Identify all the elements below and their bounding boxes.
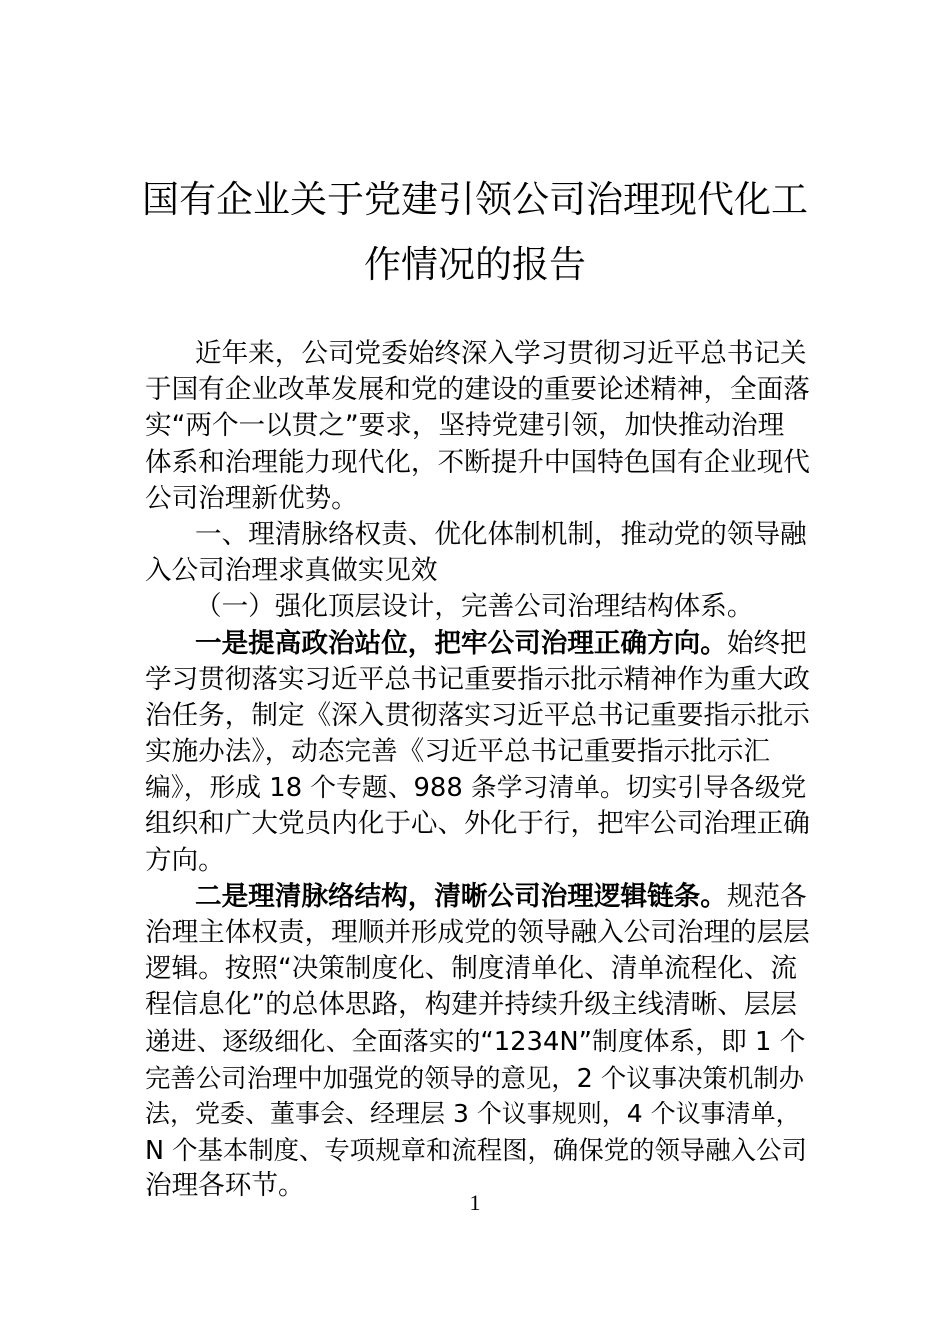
paragraph-intro-line: 公司治理新优势。	[145, 482, 358, 514]
paragraph-point-one-line: 治任务，制定《深入贯彻落实习近平总书记重要指示批示	[145, 699, 810, 731]
paragraph-intro-line: 近年来，公司党委始终深入学习贯彻习近平总书记关	[195, 338, 807, 369]
paragraph-point-one-line	[145, 626, 810, 662]
point-one-text: 始终把	[726, 627, 807, 659]
paragraph-point-two-line: 治理主体权责，理顺并形成党的领导融入公司治理的层层	[145, 917, 810, 948]
paragraph-intro-line: 于国有企业改革发展和党的建设的重要论述精神，全面落	[145, 374, 810, 406]
subsection-heading: （一）强化顶层设计，完善公司治理结构体系。	[195, 591, 754, 623]
section-heading-line: 一、理清脉络权责、优化体制机制，推动党的领导融	[195, 518, 807, 550]
section-heading-line: 入公司治理求真做实见效	[145, 555, 438, 587]
point-two-lead: 二是理清脉络结构，清晰公司治理逻辑链条。	[195, 880, 727, 912]
point-one-lead: 一是提高政治站位，把牢公司治理正确方向。	[195, 627, 727, 659]
document-title-line-1: 国有企业关于党建引领公司治理现代化工	[142, 178, 808, 221]
paragraph-point-two-line: 完善公司治理中加强党的领导的意见，2 个议事决策机制办	[145, 1062, 804, 1093]
point-two-text: 规范各	[726, 880, 807, 912]
paragraph-point-one-line: 组织和广大党员内化于心、外化于行，把牢公司治理正确	[145, 808, 810, 840]
paragraph-point-two-line: 递进、逐级细化、全面落实的“1234N”制度体系，即 1 个	[145, 1026, 806, 1057]
paragraph-point-one-line: 编》，形成 18 个专题、988 条学习清单。切实引导各级党	[145, 773, 807, 804]
paragraph-point-one-line: 方向。	[145, 844, 225, 876]
paragraph-point-two-line: 法，党委、董事会、经理层 3 个议事规则，4 个议事清单，	[145, 1098, 801, 1128]
paragraph-point-two-line: 逻辑。按照“决策制度化、制度清单化、清单流程化、流	[145, 953, 798, 985]
paragraph-point-two-line: 治理各环节。	[145, 1170, 305, 1202]
paragraph-intro-line: 体系和治理能力现代化，不断提升中国特色国有企业现代	[145, 446, 810, 478]
paragraph-point-two-line	[145, 879, 810, 915]
paragraph-point-two-line: 程信息化”的总体思路，构建并持续升级主线清晰、层层	[145, 989, 798, 1021]
page-number: 1	[469, 1190, 481, 1215]
document-body	[145, 336, 810, 1205]
paragraph-intro-line: 实“两个一以贯之”要求，坚持党建引领，加快推动治理	[145, 410, 785, 442]
paragraph-point-one-line: 学习贯彻落实习近平总书记重要指示批示精神作为重大政	[145, 663, 810, 695]
paragraph-point-one-line: 实施办法》，动态完善《习近平总书记重要指示批示汇	[145, 736, 770, 768]
paragraph-point-two-line: N 个基本制度、专项规章和流程图，确保党的领导融入公司	[145, 1135, 807, 1166]
document-title-line-2: 作情况的报告	[364, 243, 586, 286]
